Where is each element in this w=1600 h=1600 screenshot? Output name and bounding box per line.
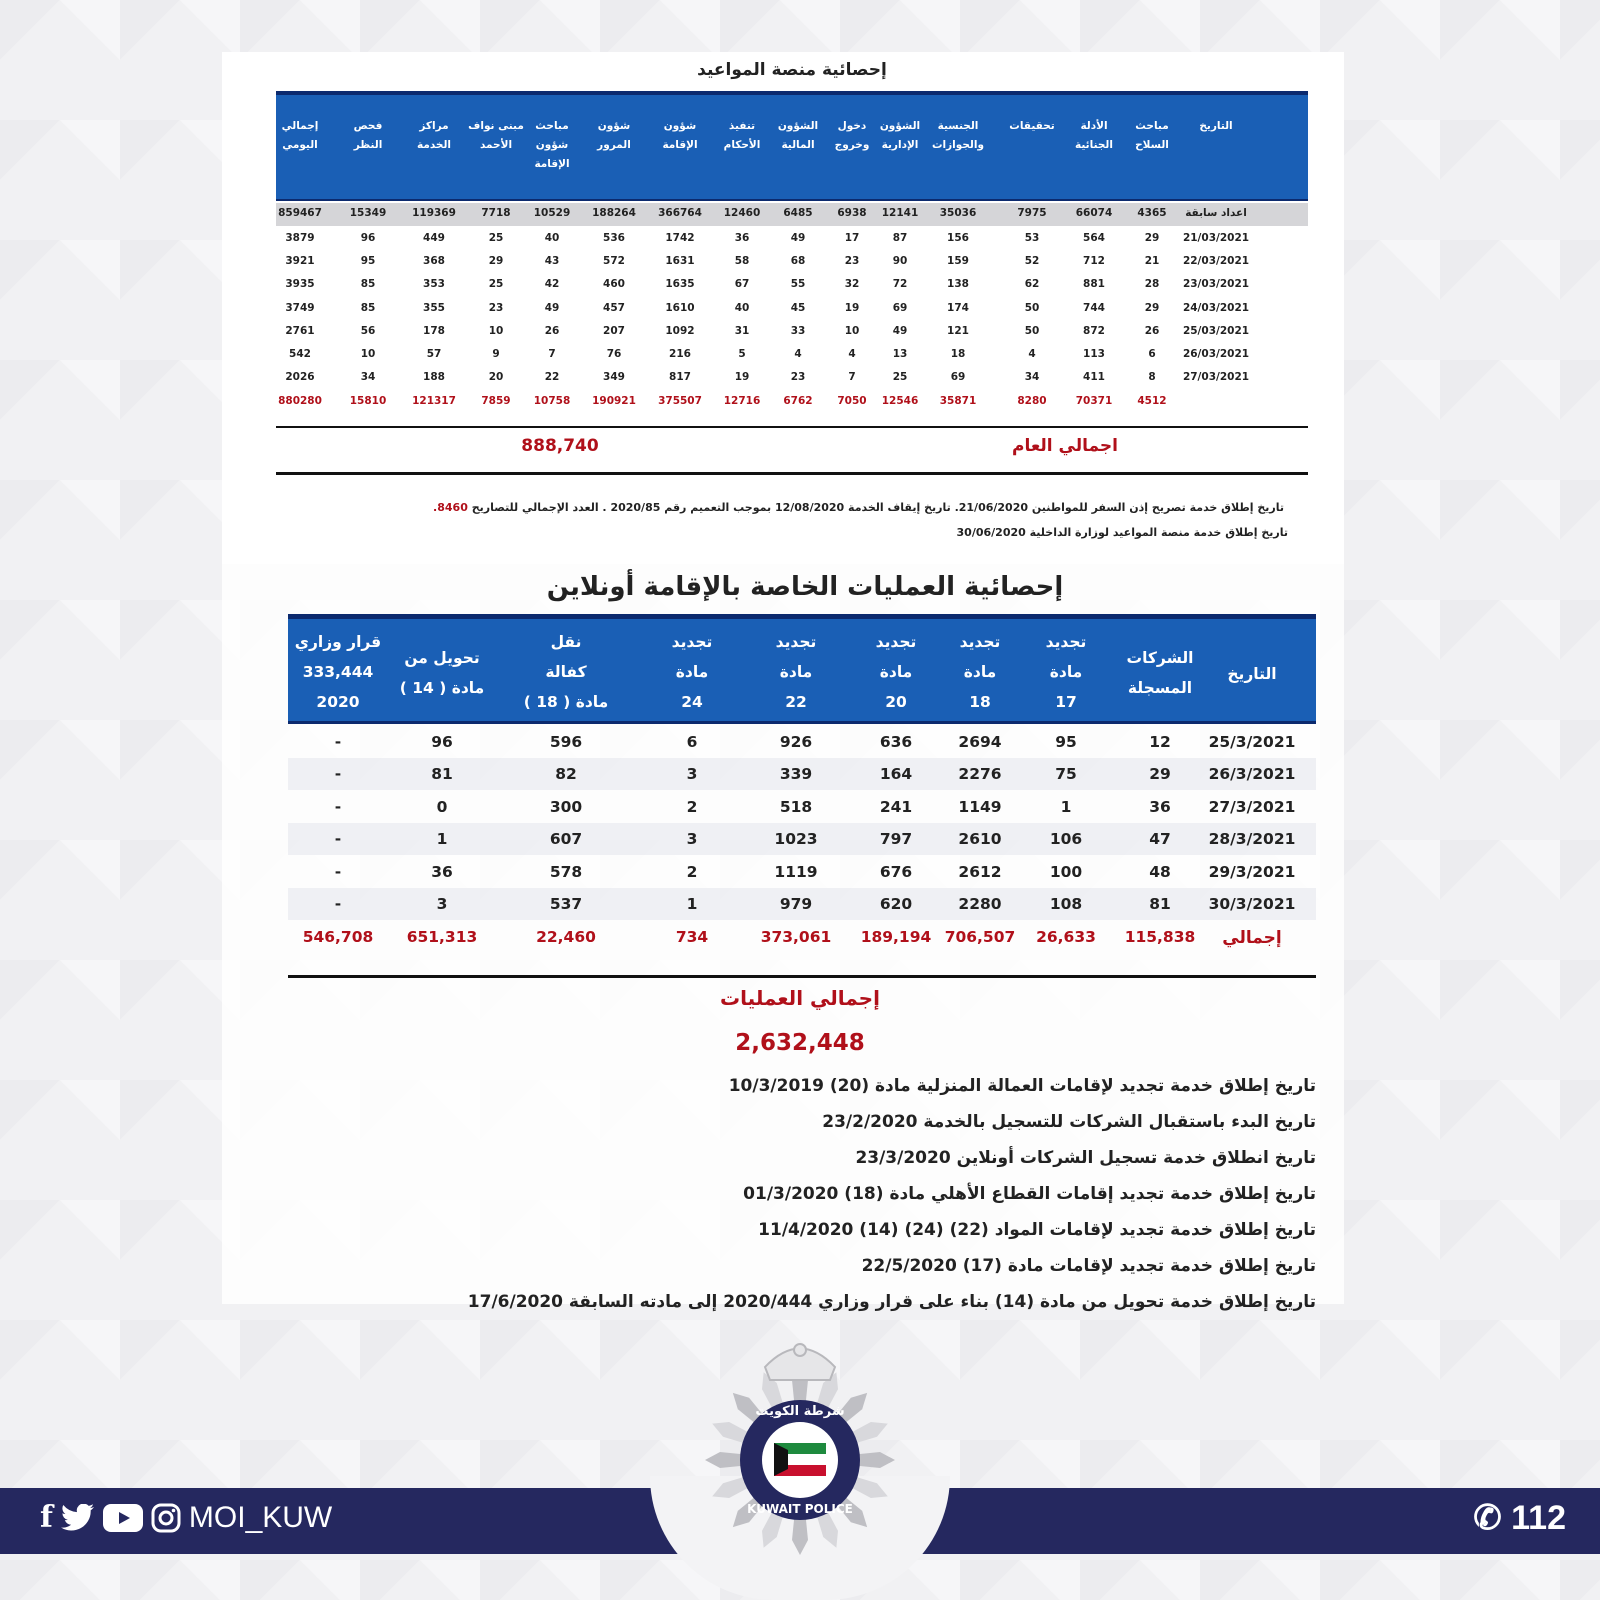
table2-cell: 3 [686,765,698,784]
twitter-icon[interactable] [61,1504,95,1532]
table1-cell: 23 [488,301,504,314]
table2-cell: 2612 [958,862,1002,881]
table1-cell: 53 [1024,232,1040,244]
table1-cell: 6485 [783,207,813,219]
table2-cell: 241 [879,797,913,816]
divider [276,426,1308,428]
table1-header-cell: فحص النظر [353,120,383,151]
logo-text-en: KUWAIT POLICE [747,1502,853,1516]
table2-cell: 36 [431,862,453,881]
table1-cell: 368 [423,255,445,268]
table1-cell: 5 [738,348,746,360]
table1-cell: 7718 [481,207,511,219]
table2-cell: 2280 [958,895,1002,913]
table1-cell: 25 [488,278,504,291]
table1-cell: 26 [544,324,560,337]
table1-header-cell: تحقيقات [1009,120,1055,132]
table2-date-cell: 27/3/2021 [1208,797,1296,816]
table1-cell: 52 [1024,255,1040,268]
table1-cell: 95 [360,255,376,268]
table1-row [276,228,1308,251]
table1-cell: 13 [892,348,908,360]
table2-cell: 518 [779,797,813,816]
table1-header-cell: مراكز الخدمة [416,120,452,151]
table1-cell: 87 [892,232,908,244]
table1-cell: 8280 [1017,395,1047,407]
table2-cell: 607 [549,830,583,849]
table1-header-cell: دخول وخروج [834,120,870,151]
table1-cell: 36 [734,232,750,244]
table2-cell: 620 [879,895,913,913]
table1-cell: 49 [544,301,560,314]
table1-date-cell: اعداد سابقة [1185,207,1247,219]
table1-header-cell: مبنى نواف الأحمد [468,120,524,151]
table2-cell: 22,460 [536,928,596,946]
table2-grand-label: إجمالي العمليات [720,986,880,1010]
table2-cell: 2694 [958,733,1002,751]
table1-cell: 375507 [658,395,702,407]
table2-header-cell: نقل كفالة مادة ( 18 ) [523,633,609,711]
table1-cell: 49 [790,232,806,244]
table1-cell: 3879 [285,232,315,244]
table2-cell: 734 [675,928,709,946]
table2-cell: 3 [436,895,448,913]
table2-cell: 2 [686,797,698,816]
table2-row [288,823,1316,855]
table2-cell: 1149 [958,797,1002,816]
table2-title: إحصائية العمليات الخاصة بالإقامة أونلاين [546,572,1064,602]
table1-cell: 6938 [837,207,867,219]
table2-header [288,614,1316,724]
table2-cell: - [334,895,342,913]
table1-cell: 12141 [881,207,919,219]
table1-cell: 3935 [285,278,315,291]
table1-header-cell: شؤون المرور [597,120,631,151]
table2-date-cell: 29/3/2021 [1208,862,1296,881]
table2-row [288,791,1316,823]
table1-cell: 85 [360,301,376,314]
table1-cell: 536 [603,232,625,244]
table1-cell: 20 [488,371,504,384]
table1-cell: 7975 [1017,207,1047,219]
social-links [40,1500,332,1535]
table2-cell: 596 [549,733,583,751]
table1-cell: 12716 [723,395,761,407]
table2-cell: 12 [1149,733,1171,751]
table1-header-cell: الأدلة الجنائية [1075,120,1113,151]
table1-cell: 7050 [837,395,867,407]
table1-cell: 50 [1024,301,1040,314]
table2-cell: - [334,862,342,881]
table1-cell: 19 [844,301,860,314]
table2-cell: 108 [1049,895,1083,913]
table1-cell: 58 [734,255,750,268]
table2-cell: 0 [436,797,448,816]
table1-header-cell: تنفيذ الأحكام [723,120,761,151]
info-line: تاريخ إطلاق خدمة تحويل من مادة (14) بناء على قرار وزاري 2020/444 إلى مادته السابقة 17/6/2020 [467,1292,1316,1312]
table2-cell: 651,313 [406,928,478,946]
table1-cell: 68 [790,255,806,268]
table1-cell: 712 [1083,255,1105,268]
table1-cell: 174 [947,301,969,314]
table1-cell: 12546 [881,395,919,407]
table1-cell: 1631 [665,255,695,268]
table1-cell: 119369 [412,207,456,219]
table2-date-cell: 25/3/2021 [1208,733,1296,751]
hotline[interactable] [1473,1498,1566,1538]
info-line: تاريخ إطلاق خدمة تجديد إقامات القطاع الأهلي مادة (18) 01/3/2020 [743,1184,1316,1204]
info-line: تاريخ إطلاق خدمة تجديد لإقامات مادة (17) 22/5/2020 [861,1256,1316,1276]
table2-header-cell: الشركات المسجلة [1126,649,1194,697]
table1-cell: 881 [1083,278,1105,291]
table1-cell: 6762 [783,395,813,407]
table1-cell: 880280 [278,395,322,407]
note-text: تاريخ إطلاق خدمة تصريح إذن السفر للمواطنين 21/06/2020. تاريخ إيقاف الخدمة 12/08/2020 بموجب التعميم رقم 2020/85 . العدد الإجمالي للتصاريح [471,501,1284,514]
table1-row [276,344,1308,367]
table1-cell: 159 [947,255,969,268]
table1-cell: 216 [669,348,691,360]
table1-cell: 55 [790,278,806,291]
table2-cell: 75 [1055,765,1077,784]
table2-row [288,856,1316,888]
table2-cell: 373,061 [760,928,832,946]
table2-row [288,758,1316,790]
table1-row [276,298,1308,321]
table1-cell: 76 [606,348,622,360]
table1-cell: 96 [360,232,376,244]
table1-cell: 50 [1024,324,1040,337]
table1-row [276,391,1308,414]
table1-grand-value: 888,740 [521,436,599,456]
table1-header-cell: إجمالي اليومي [281,120,319,151]
table2-cell: 797 [879,830,913,849]
note-platform-launch: تاريخ إطلاق خدمة منصة المواعيد لوزارة الداخلية 30/06/2020 [956,526,1288,539]
table2-header-cell: تجديد مادة 18 [959,633,1001,711]
table1-cell: 349 [603,371,625,384]
table2-header-cell: التاريخ [1227,665,1277,683]
table1-cell: 56 [360,324,376,337]
table1-cell: 859467 [278,207,322,219]
table1-cell: 4 [794,348,802,360]
divider [288,975,1316,978]
table1-cell: 121317 [412,395,456,407]
table2-cell: 100 [1049,862,1083,881]
table1-cell: 33 [790,324,806,337]
logo-text-ar: شرطة الكويت [755,1404,845,1419]
table2-cell: 82 [555,765,577,784]
table2-cell: 2610 [958,830,1002,849]
table1-cell: 23 [844,255,860,268]
table1-cell: 3921 [285,255,315,268]
table1-cell: 15349 [349,207,387,219]
table1-cell: 35036 [939,207,977,219]
table1-cell: 1742 [665,232,695,244]
table1-cell: 10 [360,348,376,360]
table1-cell: 1635 [665,278,695,291]
table1-cell: 4512 [1137,395,1167,407]
table2-cell: 6 [686,733,698,751]
table2-date-cell: إجمالي [1222,928,1282,948]
table1-cell: 49 [892,324,908,337]
table1-cell: 9 [492,348,500,360]
table1-cell: 572 [603,255,625,268]
table2-date-cell: 28/3/2021 [1208,830,1296,849]
info-line: تاريخ انطلاق خدمة تسجيل الشركات أونلاين 23/3/2020 [855,1148,1316,1168]
table1-title: إحصائية منصة المواعيد [697,60,887,80]
table1-header-cell: التاريخ [1199,120,1233,132]
table1-cell: 8 [1148,371,1156,384]
table1-cell: 42 [544,278,560,291]
table1-date-cell: 23/03/2021 [1182,278,1250,291]
table1-header-cell: مباحث شؤون الإقامة [534,120,570,170]
table1-cell: 156 [947,232,969,244]
kuwait-police-logo [690,1335,910,1575]
table2-cell: 676 [879,862,913,881]
info-line: تاريخ إطلاق خدمة تجديد لإقامات العمالة المنزلية مادة (20) 10/3/2019 [728,1076,1316,1096]
instagram-icon[interactable] [151,1503,181,1533]
table2-cell: 706,507 [944,928,1016,946]
table1-cell: 2026 [285,371,315,384]
social-handle[interactable]: MOI_KUW [188,1500,333,1534]
table1-cell: 34 [360,371,376,384]
table1-cell: 207 [603,324,625,337]
info-line: تاريخ البدء باستقبال الشركات للتسجيل بالخدمة 23/2/2020 [822,1112,1316,1132]
table1-cell: 1092 [665,324,695,337]
table2-header-cell: تحويل من مادة ( 14 ) [399,649,485,697]
table2-cell: - [334,830,342,849]
table2-header-cell: تجديد مادة 20 [875,633,917,711]
table1-cell: 28 [1144,278,1160,291]
table2-cell: 537 [549,895,583,913]
table1-cell: 10 [488,324,504,337]
table1-cell: 23 [790,371,806,384]
table1-date-cell: 24/03/2021 [1182,301,1250,314]
table2-cell: - [334,797,342,816]
table1-cell: 29 [488,255,504,268]
table1-cell: 34 [1024,371,1040,384]
table2-cell: 81 [431,765,453,784]
table1-cell: 4 [1028,348,1036,360]
table1-date-cell: 25/03/2021 [1182,324,1250,337]
table1-cell: 411 [1083,371,1105,384]
table1-header-cell: مباحث السلاح [1135,120,1169,151]
table1-cell: 35871 [939,395,977,407]
table2-cell: 189,194 [860,928,932,946]
table1-date-cell: 21/03/2021 [1182,232,1250,244]
table2-row [288,921,1316,953]
table2-cell: 1 [686,895,698,913]
hotline-number: 112 [1511,1499,1566,1537]
table1-cell: 69 [950,371,966,384]
table1-cell: 138 [947,278,969,291]
table1-cell: 817 [669,371,691,384]
table1-cell: 353 [423,278,445,291]
table1-row [276,203,1308,226]
table2-header-cell: تجديد مادة 24 [671,633,713,711]
table1-cell: 31 [734,324,750,337]
table2-cell: 1023 [774,830,818,849]
table1-cell: 66074 [1075,207,1113,219]
table2-cell: 926 [779,733,813,751]
table2-grand-value: 2,632,448 [735,1030,865,1056]
table1-cell: 872 [1083,324,1105,337]
table1-cell: 26 [1144,324,1160,337]
table2-cell: 2276 [958,765,1002,784]
table2-cell: 26,633 [1036,928,1096,946]
table1-header-cell: الشؤون الإدارية [879,120,921,151]
table1-date-cell: 22/03/2021 [1182,255,1250,268]
table1-header-cell: شؤون الإقامة [662,120,698,151]
table2-cell: 1 [1060,797,1072,816]
table1-cell: 57 [426,348,442,360]
table2-cell: 96 [431,733,453,751]
table1-cell: 564 [1083,232,1105,244]
table1-cell: 457 [603,301,625,314]
table1-cell: 62 [1024,278,1040,291]
table1-cell: 188 [423,371,445,384]
table1-cell: 18 [950,348,966,360]
table1-cell: 67 [734,278,750,291]
table1-cell: 85 [360,278,376,291]
table1-cell: 7859 [481,395,511,407]
table1-cell: 3749 [285,301,315,314]
table1-cell: 542 [289,348,311,360]
table2-cell: 979 [779,895,813,913]
table1-cell: 460 [603,278,625,291]
table2-cell: - [334,733,342,751]
note-count: 8460. [433,501,468,514]
table2-row [288,726,1316,758]
table1-cell: 178 [423,324,445,337]
facebook-icon[interactable]: f [40,1500,53,1535]
table2-cell: 2 [686,862,698,881]
table2-cell: 164 [879,765,913,784]
table1-cell: 12460 [723,207,761,219]
table1-cell: 19 [734,371,750,384]
table1-cell: 45 [790,301,806,314]
table1-cell: 22 [544,371,560,384]
table2-cell: 36 [1149,797,1171,816]
table1-cell: 29 [1144,301,1160,314]
youtube-icon[interactable] [103,1504,143,1532]
table1-row [276,274,1308,297]
table2-cell: 81 [1149,895,1171,913]
table1-cell: 113 [1083,348,1105,360]
table1-cell: 29 [1144,232,1160,244]
table2-header-cell: قرار وزاري 333,444 2020 [294,633,382,711]
table1-cell: 744 [1083,301,1105,314]
table2-cell: 339 [779,765,813,784]
table1-cell: 21 [1144,255,1160,268]
table1-cell: 72 [892,278,908,291]
table1-date-cell: 26/03/2021 [1182,348,1250,360]
table2-cell: 300 [549,797,583,816]
table1-cell: 4365 [1137,207,1167,219]
table2-row [288,888,1316,920]
table1-header-cell: الجنسية والجوازات [931,120,984,151]
phone-icon: ✆ [1473,1499,1502,1537]
table1-header-cell: الشؤون المالية [777,120,819,151]
table1-cell: 449 [423,232,445,244]
table1-cell: 69 [892,301,908,314]
table2-date-cell: 26/3/2021 [1208,765,1296,784]
table1-date-cell: 27/03/2021 [1182,371,1250,384]
table1-cell: 17 [844,232,860,244]
table1-cell: 2761 [285,324,315,337]
table1-cell: 190921 [592,395,636,407]
table1-cell: 7 [548,348,556,360]
table1-row [276,251,1308,274]
table2-cell: 47 [1149,830,1171,849]
table2-cell: 29 [1149,765,1171,784]
table2-header-cell: تجديد مادة 17 [1045,633,1087,711]
table2-cell: 546,708 [302,928,374,946]
table1-cell: 15810 [349,395,387,407]
table2-cell: 95 [1055,733,1077,751]
table2-cell: - [334,765,342,784]
table1-cell: 188264 [592,207,636,219]
table1-row [276,367,1308,390]
table2-cell: 1 [436,830,448,849]
table2-header-cell: تجديد مادة 22 [775,633,817,711]
table1-cell: 40 [544,232,560,244]
table2-date-cell: 30/3/2021 [1208,895,1296,913]
divider [276,472,1308,475]
table1-cell: 70371 [1075,395,1113,407]
table1-cell: 40 [734,301,750,314]
table2-cell: 1119 [774,862,818,881]
table1-cell: 1610 [665,301,695,314]
note-travel-permit [433,501,1284,514]
table2-cell: 578 [549,862,583,881]
table2-cell: 115,838 [1124,928,1196,946]
table1-cell: 10529 [533,207,571,219]
table2-cell: 106 [1049,830,1083,849]
table1-cell: 7 [848,371,856,384]
table1-cell: 355 [423,301,445,314]
table1-cell: 32 [844,278,860,291]
table1-cell: 4 [848,348,856,360]
table2-cell: 3 [686,830,698,849]
table2-cell: 48 [1149,862,1171,881]
table2-cell: 636 [879,733,913,751]
table1-cell: 90 [892,255,908,268]
table1-row [276,321,1308,344]
table1-grand-label: اجمالي العام [1011,436,1118,456]
table1-cell: 43 [544,255,560,268]
table1-cell: 121 [947,324,969,337]
table1-header [276,91,1308,201]
table1-cell: 25 [892,371,908,384]
table1-cell: 10 [844,324,860,337]
table1-cell: 25 [488,232,504,244]
table1-cell: 6 [1148,348,1156,360]
info-line: تاريخ إطلاق خدمة تجديد لإقامات المواد (22) (24) (14) 11/4/2020 [758,1220,1316,1240]
table1-cell: 10758 [533,395,571,407]
table1-cell: 366764 [658,207,702,219]
